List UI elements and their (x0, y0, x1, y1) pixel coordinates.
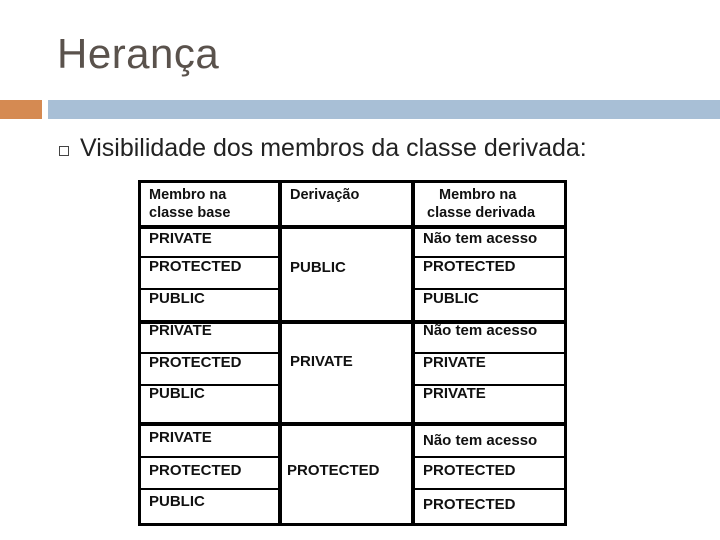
cell-text: PROTECTED (423, 258, 516, 275)
table-cell-base (141, 354, 278, 384)
header-derivation (282, 183, 411, 225)
table-cell-base (141, 458, 278, 488)
header-base-member (141, 183, 278, 225)
table-cell-derivation (282, 324, 411, 422)
table-cell-base (141, 258, 278, 288)
table-cell-derivation (282, 426, 411, 523)
table-cell-derived (415, 258, 564, 288)
visibility-table (138, 180, 567, 526)
cell-text: Não tem acesso (423, 432, 538, 449)
cell-text: PROTECTED (423, 462, 516, 479)
cell-text: PROTECTED (287, 462, 380, 479)
cell-text: PROTECTED (149, 354, 242, 371)
header-base-line1: Membro na (149, 187, 227, 203)
cell-text: PUBLIC (423, 290, 479, 307)
cell-text: Não tem acesso (423, 230, 538, 247)
table-cell-base (141, 324, 278, 352)
cell-text: PRIVATE (149, 429, 212, 446)
cell-text: PUBLIC (149, 385, 205, 402)
table-cell-base (141, 490, 278, 523)
header-derivation-label: Derivação (290, 187, 360, 203)
header-base-line2: classe base (149, 205, 231, 221)
bullet-square-icon (59, 146, 69, 156)
table-cell-derived (415, 490, 564, 523)
cell-text: PROTECTED (149, 462, 242, 479)
cell-text: PRIVATE (290, 353, 353, 370)
header-derived-line1: Membro na (439, 187, 517, 203)
header-derived-line2: classe derivada (427, 205, 536, 221)
cell-text: PROTECTED (423, 496, 516, 513)
table-cell-derived (415, 458, 564, 488)
table-cell-derived (415, 324, 564, 352)
cell-text: PRIVATE (149, 322, 212, 339)
table-cell-base (141, 229, 278, 256)
table-cell-derivation (282, 229, 411, 320)
cell-text: Não tem acesso (423, 322, 538, 339)
bullet-text: Visibilidade dos membros da classe derivada: (80, 134, 587, 162)
cell-text: PRIVATE (423, 354, 486, 371)
cell-text: PRIVATE (423, 385, 486, 402)
table-cell-base (141, 386, 278, 422)
table-cell-base (141, 290, 278, 320)
slide-title: Herança (57, 30, 220, 77)
cell-text: PUBLIC (149, 290, 205, 307)
cell-text: PUBLIC (290, 259, 346, 276)
table-cell-base (141, 426, 278, 456)
accent-bar-orange (0, 100, 42, 119)
header-derived-member (415, 183, 564, 225)
table-cell-derived (415, 290, 564, 320)
table-cell-derived (415, 386, 564, 422)
cell-text: PRIVATE (149, 230, 212, 247)
table-cell-derived (415, 229, 564, 256)
accent-bar-blue (48, 100, 720, 119)
cell-text: PROTECTED (149, 258, 242, 275)
table-cell-derived (415, 354, 564, 384)
table-cell-derived (415, 426, 564, 456)
cell-text: PUBLIC (149, 493, 205, 510)
